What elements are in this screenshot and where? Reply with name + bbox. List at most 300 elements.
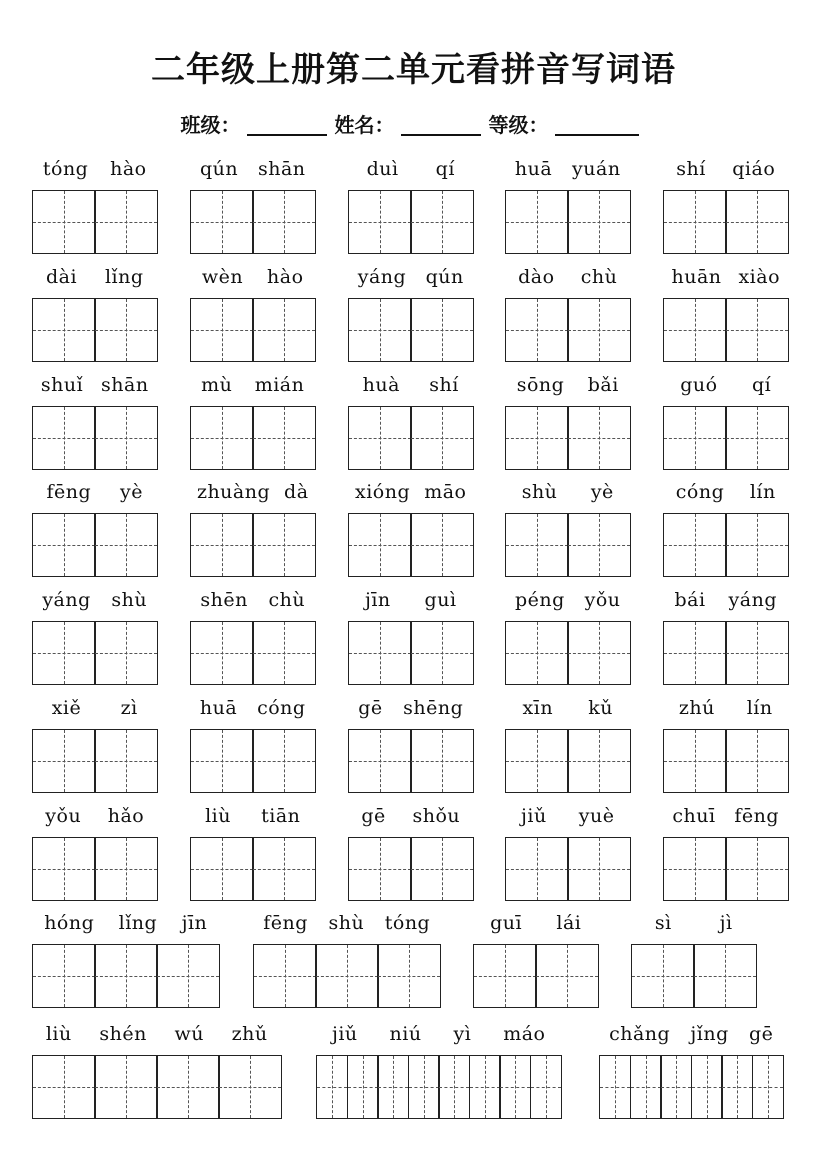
writing-cell[interactable] [663, 406, 727, 470]
writing-grid [631, 944, 757, 1008]
word-item [663, 156, 789, 254]
writing-cell[interactable] [535, 944, 599, 1008]
pinyin-syllable: qí [752, 374, 772, 396]
writing-cell[interactable] [94, 190, 158, 254]
writing-grid [473, 944, 599, 1008]
writing-grid [348, 190, 474, 254]
pinyin-syllable: shān [257, 158, 306, 180]
writing-cell[interactable] [156, 944, 220, 1008]
pinyin-syllable: lǐng [104, 266, 144, 288]
pinyin-syllable: mù [201, 374, 233, 396]
pinyin-line [32, 264, 158, 290]
pinyin-syllable: shēn [200, 589, 248, 611]
word-item [663, 479, 789, 577]
worksheet-title: 二年级上册第二单元看拼音写词语 [151, 50, 676, 90]
writing-grid [190, 621, 316, 685]
writing-grid [663, 621, 789, 685]
pinyin-syllable: jīn [364, 589, 391, 611]
writing-cell[interactable] [348, 406, 412, 470]
writing-grid [32, 944, 220, 1008]
pinyin-syllable: tóng [384, 912, 431, 934]
name-field[interactable] [401, 108, 481, 136]
pinyin-line [348, 156, 474, 182]
writing-cell[interactable] [410, 621, 474, 685]
pinyin-syllable: dài [45, 266, 78, 288]
word-item [190, 695, 316, 793]
pinyin-syllable: chǎng [609, 1023, 671, 1045]
writing-cell[interactable] [505, 621, 569, 685]
writing-grid [190, 837, 316, 901]
pinyin-syllable: yǒu [584, 589, 621, 611]
writing-cell[interactable] [156, 1055, 220, 1119]
pinyin-syllable: fēng [46, 481, 92, 503]
pinyin-syllable: sì [654, 912, 672, 934]
writing-cell[interactable] [505, 837, 569, 901]
writing-cell[interactable] [663, 513, 727, 577]
word-item [505, 695, 631, 793]
pinyin-syllable: mián [254, 374, 305, 396]
writing-grid [190, 513, 316, 577]
writing-cell[interactable] [190, 729, 254, 793]
writing-cell[interactable] [567, 729, 631, 793]
pinyin-line [32, 695, 158, 721]
writing-cell[interactable] [32, 621, 96, 685]
writing-cell[interactable] [377, 1055, 409, 1119]
pinyin-line [505, 372, 631, 398]
pinyin-line [190, 803, 316, 829]
pinyin-syllable: tóng [42, 158, 89, 180]
pinyin-syllable: shǒu [412, 805, 461, 827]
writing-cell[interactable] [410, 837, 474, 901]
writing-cell[interactable] [252, 298, 316, 362]
pinyin-syllable: jiǔ [521, 805, 547, 827]
pinyin-syllable: niú [389, 1023, 422, 1045]
pinyin-syllable: yǒu [45, 805, 82, 827]
pinyin-syllable: lǐng [118, 912, 158, 934]
word-item [505, 803, 631, 901]
writing-cell[interactable] [725, 406, 789, 470]
pinyin-syllable: guì [424, 589, 457, 611]
writing-grid [663, 513, 789, 577]
pinyin-line [505, 264, 631, 290]
grade-field[interactable] [555, 108, 639, 136]
writing-cell[interactable] [218, 1055, 282, 1119]
word-item [663, 587, 789, 685]
writing-cell[interactable] [725, 621, 789, 685]
writing-cell[interactable] [190, 190, 254, 254]
writing-cell[interactable] [190, 406, 254, 470]
pinyin-syllable: yáng [357, 266, 407, 288]
writing-cell[interactable] [725, 837, 789, 901]
writing-grid [32, 621, 158, 685]
writing-grid [32, 406, 158, 470]
writing-cell[interactable] [94, 944, 158, 1008]
word-item [663, 264, 789, 362]
pinyin-syllable: hào [267, 266, 304, 288]
writing-cell[interactable] [253, 944, 317, 1008]
grade-label: 等级： [488, 113, 549, 137]
word-item [348, 479, 474, 577]
pinyin-line [599, 1021, 784, 1047]
pinyin-syllable: máo [503, 1023, 546, 1045]
pinyin-syllable: huā [514, 158, 553, 180]
writing-cell[interactable] [32, 513, 96, 577]
pinyin-syllable: lín [749, 481, 776, 503]
pinyin-syllable: cóng [675, 481, 725, 503]
pinyin-syllable: huà [362, 374, 400, 396]
writing-cell[interactable] [725, 298, 789, 362]
writing-grid [348, 513, 474, 577]
pinyin-syllable: fēng [734, 805, 780, 827]
writing-grid [32, 729, 158, 793]
pinyin-line [663, 479, 789, 505]
writing-cell[interactable] [252, 513, 316, 577]
writing-cell[interactable] [252, 406, 316, 470]
writing-cell[interactable] [32, 298, 96, 362]
writing-grid [663, 729, 789, 793]
pinyin-line [505, 803, 631, 829]
writing-cell[interactable] [505, 406, 569, 470]
pinyin-line [32, 372, 158, 398]
writing-grid [348, 406, 474, 470]
pinyin-syllable: guó [680, 374, 718, 396]
word-item [32, 910, 220, 1008]
pinyin-syllable: yáng [728, 589, 777, 611]
word-item [599, 1021, 784, 1119]
writing-cell[interactable] [94, 621, 158, 685]
writing-grid [348, 729, 474, 793]
writing-cell[interactable] [315, 944, 379, 1008]
pinyin-syllable: zhǔ [231, 1023, 268, 1045]
writing-cell[interactable] [567, 621, 631, 685]
pinyin-line [348, 587, 474, 613]
pinyin-line [348, 695, 474, 721]
writing-cell[interactable] [316, 1055, 348, 1119]
pinyin-syllable: tiān [261, 805, 301, 827]
pinyin-syllable: gē [361, 805, 386, 827]
writing-grid [663, 837, 789, 901]
pinyin-syllable: cóng [257, 697, 306, 719]
pinyin-line [348, 372, 474, 398]
pinyin-syllable: yuè [578, 805, 615, 827]
pinyin-line [663, 264, 789, 290]
writing-cell[interactable] [377, 944, 441, 1008]
writing-cell[interactable] [599, 1055, 631, 1119]
writing-cell[interactable] [505, 190, 569, 254]
pinyin-line [663, 372, 789, 398]
writing-cell[interactable] [32, 837, 96, 901]
pinyin-syllable: duì [366, 158, 399, 180]
writing-grid [505, 621, 631, 685]
writing-cell[interactable] [32, 190, 96, 254]
pinyin-syllable: bǎi [587, 374, 619, 396]
pinyin-syllable: dà [284, 481, 309, 503]
word-item [348, 264, 474, 362]
pinyin-syllable: qún [199, 158, 239, 180]
writing-grid [505, 298, 631, 362]
pinyin-syllable: huā [199, 697, 238, 719]
word-item [348, 587, 474, 685]
writing-cell[interactable] [721, 1055, 753, 1119]
word-item [32, 156, 158, 254]
writing-cell[interactable] [252, 621, 316, 685]
pinyin-syllable: zhú [678, 697, 715, 719]
pinyin-syllable: shēng [403, 697, 464, 719]
word-item [32, 264, 158, 362]
writing-cell[interactable] [408, 1055, 440, 1119]
pinyin-line [190, 264, 316, 290]
pinyin-line [253, 910, 441, 936]
pinyin-line [348, 264, 474, 290]
pinyin-syllable: zì [120, 697, 138, 719]
word-item [32, 587, 158, 685]
pinyin-syllable: shí [429, 374, 459, 396]
writing-cell[interactable] [663, 837, 727, 901]
writing-cell[interactable] [691, 1055, 723, 1119]
pinyin-line [190, 587, 316, 613]
writing-cell[interactable] [663, 190, 727, 254]
word-item [316, 1021, 562, 1119]
pinyin-syllable: wú [174, 1023, 204, 1045]
word-item [663, 803, 789, 901]
pinyin-syllable: gē [358, 697, 383, 719]
pinyin-syllable: lín [746, 697, 773, 719]
pinyin-syllable: bái [674, 589, 706, 611]
pinyin-line [663, 695, 789, 721]
name-label: 姓名： [334, 113, 395, 137]
writing-cell[interactable] [190, 837, 254, 901]
word-item [631, 910, 757, 1008]
writing-grid [348, 837, 474, 901]
pinyin-syllable: xiě [51, 697, 82, 719]
writing-cell[interactable] [410, 190, 474, 254]
writing-grid [190, 729, 316, 793]
word-item [505, 372, 631, 470]
writing-cell[interactable] [348, 298, 412, 362]
writing-cell[interactable] [505, 513, 569, 577]
pinyin-line [505, 587, 631, 613]
writing-cell[interactable] [348, 729, 412, 793]
pinyin-syllable: chuī [672, 805, 716, 827]
writing-grid [348, 298, 474, 362]
writing-grid [32, 190, 158, 254]
pinyin-line [473, 910, 599, 936]
writing-cell[interactable] [348, 513, 412, 577]
writing-cell[interactable] [32, 729, 96, 793]
pinyin-syllable: māo [424, 481, 467, 503]
writing-grid [316, 1055, 562, 1119]
pinyin-syllable: fēng [263, 912, 308, 934]
writing-cell[interactable] [347, 1055, 379, 1119]
pinyin-syllable: chù [580, 266, 618, 288]
pinyin-syllable: hǎo [107, 805, 145, 827]
writing-cell[interactable] [252, 729, 316, 793]
pinyin-line [505, 695, 631, 721]
writing-cell[interactable] [473, 944, 537, 1008]
writing-grid [663, 406, 789, 470]
writing-cell[interactable] [663, 621, 727, 685]
writing-cell[interactable] [190, 621, 254, 685]
writing-cell[interactable] [348, 837, 412, 901]
pinyin-line [32, 156, 158, 182]
pinyin-syllable: yuán [572, 158, 621, 180]
writing-cell[interactable] [94, 406, 158, 470]
pinyin-syllable: huān [671, 266, 722, 288]
word-item [348, 803, 474, 901]
pinyin-line [348, 803, 474, 829]
writing-cell[interactable] [631, 944, 695, 1008]
pinyin-syllable: jiǔ [331, 1023, 358, 1045]
writing-cell[interactable] [725, 190, 789, 254]
pinyin-syllable: xióng [355, 481, 411, 503]
writing-grid [505, 190, 631, 254]
writing-grid [32, 837, 158, 901]
writing-cell[interactable] [94, 1055, 158, 1119]
writing-cell[interactable] [660, 1055, 692, 1119]
writing-cell[interactable] [190, 513, 254, 577]
writing-cell[interactable] [410, 298, 474, 362]
pinyin-syllable: shí [676, 158, 706, 180]
writing-cell[interactable] [693, 944, 757, 1008]
word-item [663, 695, 789, 793]
pinyin-line [663, 156, 789, 182]
word-item [190, 156, 316, 254]
writing-cell[interactable] [567, 837, 631, 901]
word-item [253, 910, 441, 1008]
class-label: 班级： [180, 113, 241, 137]
writing-cell[interactable] [32, 944, 96, 1008]
writing-cell[interactable] [752, 1055, 784, 1119]
word-item [505, 264, 631, 362]
pinyin-syllable: jīn [181, 912, 208, 934]
writing-cell[interactable] [567, 298, 631, 362]
writing-cell[interactable] [32, 1055, 96, 1119]
writing-cell[interactable] [348, 190, 412, 254]
writing-grid [663, 298, 789, 362]
writing-cell[interactable] [252, 837, 316, 901]
writing-cell[interactable] [499, 1055, 531, 1119]
word-item [32, 372, 158, 470]
writing-cell[interactable] [252, 190, 316, 254]
writing-grid [190, 190, 316, 254]
writing-cell[interactable] [410, 729, 474, 793]
pinyin-syllable: shù [328, 912, 365, 934]
writing-cell[interactable] [567, 513, 631, 577]
word-item [348, 372, 474, 470]
writing-grid [253, 944, 441, 1008]
pinyin-line [190, 156, 316, 182]
pinyin-syllable: shān [101, 374, 149, 396]
pinyin-line [32, 910, 220, 936]
word-item [190, 372, 316, 470]
student-info [0, 108, 827, 141]
pinyin-syllable: hào [110, 158, 147, 180]
writing-cell[interactable] [348, 621, 412, 685]
writing-cell[interactable] [725, 729, 789, 793]
word-item [32, 803, 158, 901]
writing-cell[interactable] [567, 406, 631, 470]
pinyin-syllable: hóng [44, 912, 95, 934]
pinyin-line [348, 479, 474, 505]
pinyin-line [32, 479, 158, 505]
writing-cell[interactable] [663, 298, 727, 362]
word-item [473, 910, 599, 1008]
writing-cell[interactable] [530, 1055, 562, 1119]
pinyin-syllable: gē [748, 1023, 774, 1045]
writing-cell[interactable] [32, 406, 96, 470]
writing-cell[interactable] [94, 729, 158, 793]
writing-grid [32, 1055, 282, 1119]
class-field[interactable] [247, 108, 327, 136]
writing-cell[interactable] [190, 298, 254, 362]
word-item [32, 1021, 282, 1119]
pinyin-syllable: qún [425, 266, 464, 288]
pinyin-syllable: shén [99, 1023, 147, 1045]
pinyin-syllable: yè [590, 481, 614, 503]
pinyin-syllable: liù [45, 1023, 72, 1045]
writing-cell[interactable] [630, 1055, 662, 1119]
writing-cell[interactable] [94, 513, 158, 577]
pinyin-syllable: zhuàng [196, 481, 271, 503]
writing-grid [505, 406, 631, 470]
pinyin-syllable: yì [453, 1023, 472, 1045]
pinyin-line [32, 587, 158, 613]
pinyin-line [190, 372, 316, 398]
writing-grid [190, 298, 316, 362]
writing-cell[interactable] [567, 190, 631, 254]
pinyin-syllable: qiáo [732, 158, 776, 180]
writing-cell[interactable] [410, 406, 474, 470]
word-item [32, 479, 158, 577]
writing-cell[interactable] [469, 1055, 501, 1119]
pinyin-line [32, 1021, 282, 1047]
writing-grid [505, 729, 631, 793]
pinyin-syllable: xīn [522, 697, 554, 719]
pinyin-syllable: guī [490, 912, 523, 934]
word-item [190, 803, 316, 901]
writing-cell[interactable] [663, 729, 727, 793]
word-item [32, 695, 158, 793]
writing-cell[interactable] [505, 729, 569, 793]
pinyin-syllable: péng [514, 589, 565, 611]
writing-grid [32, 513, 158, 577]
writing-grid [505, 513, 631, 577]
word-item [505, 156, 631, 254]
writing-cell[interactable] [438, 1055, 470, 1119]
word-item [348, 156, 474, 254]
word-item [190, 479, 316, 577]
pinyin-syllable: lái [556, 912, 582, 934]
pinyin-syllable: wèn [201, 266, 244, 288]
writing-cell[interactable] [725, 513, 789, 577]
writing-cell[interactable] [410, 513, 474, 577]
pinyin-line [663, 587, 789, 613]
word-item [505, 479, 631, 577]
writing-cell[interactable] [94, 298, 158, 362]
word-item [663, 372, 789, 470]
pinyin-syllable: kǔ [588, 697, 613, 719]
pinyin-line [505, 156, 631, 182]
writing-cell[interactable] [505, 298, 569, 362]
writing-cell[interactable] [94, 837, 158, 901]
pinyin-syllable: xiào [738, 266, 781, 288]
pinyin-syllable: chù [268, 589, 306, 611]
pinyin-syllable: yáng [42, 589, 91, 611]
word-item [348, 695, 474, 793]
pinyin-syllable: jì [719, 912, 733, 934]
pinyin-syllable: dào [518, 266, 555, 288]
pinyin-syllable: shuǐ [40, 374, 84, 396]
